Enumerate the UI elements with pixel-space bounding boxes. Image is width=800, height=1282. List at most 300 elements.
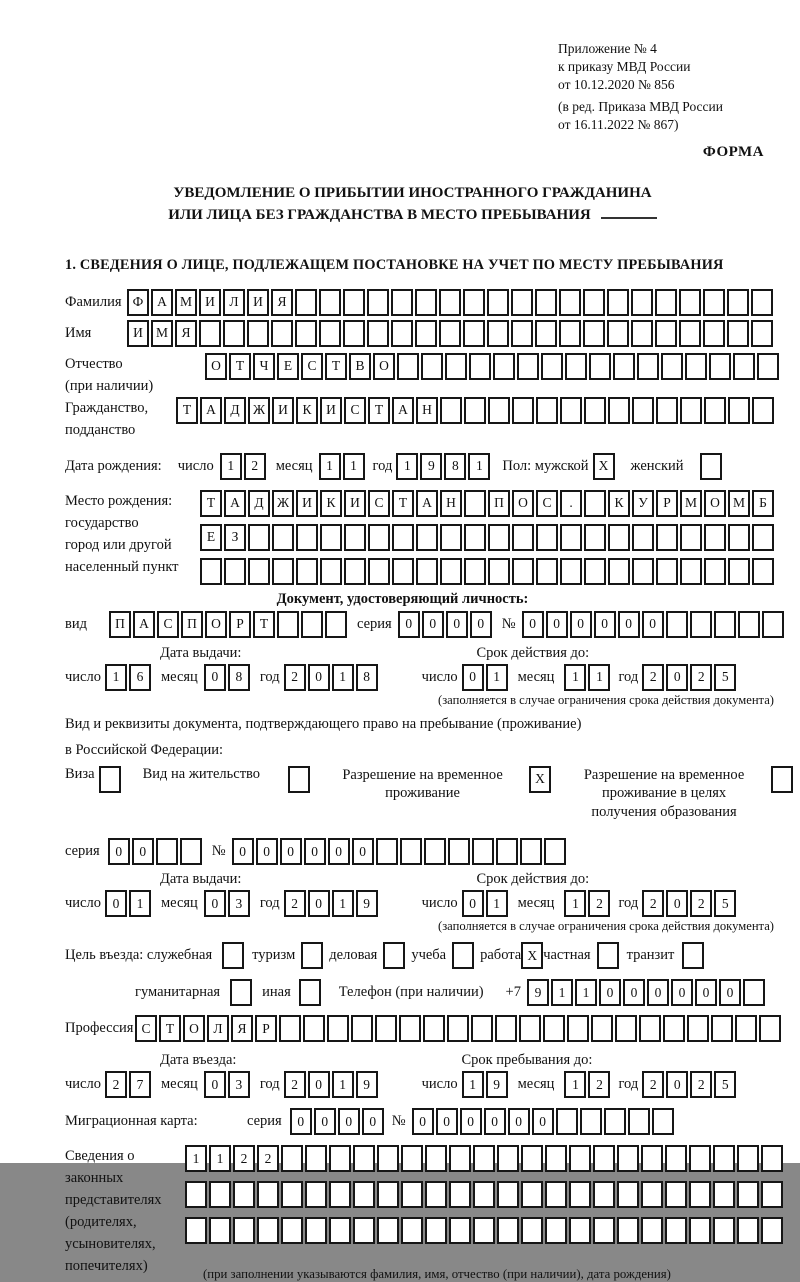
char-box[interactable] (248, 558, 270, 585)
char-box[interactable] (752, 558, 774, 585)
char-box[interactable]: 0 (338, 1108, 360, 1135)
char-box[interactable]: О (373, 353, 395, 380)
entry-day[interactable] (105, 1071, 153, 1098)
char-box[interactable] (439, 289, 461, 316)
char-box[interactable] (735, 1015, 757, 1042)
char-box[interactable] (305, 1217, 327, 1244)
gender-male-checkbox[interactable]: X (593, 453, 615, 480)
char-box[interactable]: О (205, 611, 227, 638)
char-box[interactable]: 0 (352, 838, 374, 865)
char-box[interactable] (281, 1217, 303, 1244)
stay-until-year[interactable] (642, 1071, 738, 1098)
char-box[interactable]: Т (368, 397, 390, 424)
char-box[interactable] (617, 1145, 639, 1172)
char-box[interactable] (463, 320, 485, 347)
char-box[interactable] (559, 320, 581, 347)
char-box[interactable]: 2 (257, 1145, 279, 1172)
char-box[interactable] (448, 838, 470, 865)
char-box[interactable] (641, 1181, 663, 1208)
char-box[interactable]: 8 (444, 453, 466, 480)
char-box[interactable] (593, 1145, 615, 1172)
char-box[interactable] (607, 320, 629, 347)
given-name-cells[interactable] (127, 320, 775, 347)
char-box[interactable] (377, 1145, 399, 1172)
permit-issue-month[interactable] (204, 890, 252, 917)
char-box[interactable]: 0 (666, 1071, 688, 1098)
char-box[interactable] (591, 1015, 613, 1042)
char-box[interactable] (281, 1145, 303, 1172)
entry-month[interactable] (204, 1071, 252, 1098)
char-box[interactable] (257, 1181, 279, 1208)
char-box[interactable] (473, 1145, 495, 1172)
char-box[interactable]: Р (656, 490, 678, 517)
char-box[interactable]: Е (200, 524, 222, 551)
char-box[interactable]: 2 (284, 890, 306, 917)
char-box[interactable]: А (133, 611, 155, 638)
permit-expiry-day[interactable] (462, 890, 510, 917)
char-box[interactable] (471, 1015, 493, 1042)
char-box[interactable] (391, 289, 413, 316)
char-box[interactable]: А (392, 397, 414, 424)
char-box[interactable] (569, 1217, 591, 1244)
char-box[interactable]: 3 (228, 890, 250, 917)
char-box[interactable] (665, 1145, 687, 1172)
char-box[interactable] (727, 320, 749, 347)
char-box[interactable]: И (296, 490, 318, 517)
char-box[interactable]: 1 (564, 890, 586, 917)
char-box[interactable] (584, 524, 606, 551)
char-box[interactable]: 2 (690, 1071, 712, 1098)
char-box[interactable]: А (224, 490, 246, 517)
char-box[interactable]: Т (325, 353, 347, 380)
purpose-tourism-checkbox[interactable] (301, 942, 323, 969)
char-box[interactable] (425, 1145, 447, 1172)
char-box[interactable]: 0 (204, 664, 226, 691)
representatives-cells-row2[interactable] (185, 1181, 785, 1208)
char-box[interactable]: 2 (233, 1145, 255, 1172)
char-box[interactable] (704, 558, 726, 585)
char-box[interactable]: 9 (356, 890, 378, 917)
char-box[interactable] (656, 524, 678, 551)
char-box[interactable] (272, 524, 294, 551)
doc-issue-year[interactable] (284, 664, 380, 691)
permit-expiry-year[interactable] (642, 890, 738, 917)
char-box[interactable] (666, 611, 688, 638)
char-box[interactable] (543, 1015, 565, 1042)
char-box[interactable]: Я (231, 1015, 253, 1042)
char-box[interactable] (665, 1181, 687, 1208)
char-box[interactable]: 1 (319, 453, 341, 480)
char-box[interactable]: 0 (108, 838, 130, 865)
char-box[interactable]: 0 (314, 1108, 336, 1135)
char-box[interactable]: 1 (343, 453, 365, 480)
char-box[interactable]: М (151, 320, 173, 347)
char-box[interactable] (257, 1217, 279, 1244)
char-box[interactable]: 1 (468, 453, 490, 480)
char-box[interactable] (569, 1145, 591, 1172)
char-box[interactable] (487, 289, 509, 316)
char-box[interactable] (608, 397, 630, 424)
char-box[interactable] (535, 320, 557, 347)
char-box[interactable] (295, 320, 317, 347)
char-box[interactable] (632, 524, 654, 551)
char-box[interactable] (399, 1015, 421, 1042)
char-box[interactable]: П (109, 611, 131, 638)
char-box[interactable] (589, 353, 611, 380)
char-box[interactable] (743, 979, 765, 1006)
char-box[interactable] (272, 558, 294, 585)
char-box[interactable]: М (728, 490, 750, 517)
char-box[interactable]: 1 (486, 664, 508, 691)
char-box[interactable] (680, 558, 702, 585)
char-box[interactable] (544, 838, 566, 865)
char-box[interactable] (415, 320, 437, 347)
purpose-transit-checkbox[interactable] (682, 942, 704, 969)
char-box[interactable] (593, 1217, 615, 1244)
char-box[interactable]: 3 (228, 1071, 250, 1098)
char-box[interactable]: И (344, 490, 366, 517)
char-box[interactable]: А (151, 289, 173, 316)
char-box[interactable] (329, 1217, 351, 1244)
char-box[interactable] (714, 611, 736, 638)
permit-series-cells[interactable] (108, 838, 204, 865)
char-box[interactable] (713, 1145, 735, 1172)
char-box[interactable] (738, 611, 760, 638)
surname-cells[interactable] (127, 289, 775, 316)
char-box[interactable]: Н (416, 397, 438, 424)
char-box[interactable]: 0 (105, 890, 127, 917)
char-box[interactable] (377, 1217, 399, 1244)
char-box[interactable]: 8 (356, 664, 378, 691)
char-box[interactable] (247, 320, 269, 347)
char-box[interactable]: 0 (412, 1108, 434, 1135)
char-box[interactable] (344, 558, 366, 585)
char-box[interactable]: Д (248, 490, 270, 517)
char-box[interactable]: 0 (304, 838, 326, 865)
char-box[interactable] (752, 524, 774, 551)
char-box[interactable]: 2 (588, 890, 610, 917)
char-box[interactable]: А (200, 397, 222, 424)
char-box[interactable] (569, 1181, 591, 1208)
char-box[interactable]: М (175, 289, 197, 316)
char-box[interactable] (519, 1015, 541, 1042)
char-box[interactable] (327, 1015, 349, 1042)
char-box[interactable] (656, 558, 678, 585)
char-box[interactable] (713, 1181, 735, 1208)
char-box[interactable] (536, 397, 558, 424)
char-box[interactable] (329, 1145, 351, 1172)
representatives-cells-row3[interactable] (185, 1217, 785, 1244)
char-box[interactable]: 0 (546, 611, 568, 638)
char-box[interactable] (351, 1015, 373, 1042)
char-box[interactable] (661, 353, 683, 380)
char-box[interactable]: 6 (129, 664, 151, 691)
visa-checkbox[interactable] (99, 766, 121, 793)
char-box[interactable] (400, 838, 422, 865)
char-box[interactable] (199, 320, 221, 347)
char-box[interactable] (449, 1145, 471, 1172)
char-box[interactable] (440, 524, 462, 551)
char-box[interactable] (495, 1015, 517, 1042)
char-box[interactable] (440, 558, 462, 585)
char-box[interactable] (439, 320, 461, 347)
purpose-delovaya-checkbox[interactable] (383, 942, 405, 969)
char-box[interactable] (517, 353, 539, 380)
char-box[interactable] (367, 289, 389, 316)
purpose-work-checkbox[interactable]: X (521, 942, 543, 969)
char-box[interactable] (663, 1015, 685, 1042)
char-box[interactable] (277, 611, 299, 638)
char-box[interactable] (185, 1181, 207, 1208)
char-box[interactable] (584, 490, 606, 517)
patronymic-cells[interactable] (205, 353, 781, 380)
birth-year-cells[interactable] (396, 453, 492, 480)
char-box[interactable] (493, 353, 515, 380)
gender-female-checkbox[interactable] (700, 453, 722, 480)
char-box[interactable] (473, 1181, 495, 1208)
char-box[interactable]: С (368, 490, 390, 517)
char-box[interactable] (319, 289, 341, 316)
char-box[interactable] (233, 1217, 255, 1244)
char-box[interactable] (488, 524, 510, 551)
char-box[interactable] (559, 289, 581, 316)
char-box[interactable]: К (320, 490, 342, 517)
char-box[interactable] (464, 490, 486, 517)
char-box[interactable] (628, 1108, 650, 1135)
char-box[interactable] (512, 558, 534, 585)
char-box[interactable]: 0 (522, 611, 544, 638)
char-box[interactable]: Р (255, 1015, 277, 1042)
char-box[interactable] (343, 289, 365, 316)
char-box[interactable]: Т (176, 397, 198, 424)
char-box[interactable]: С (157, 611, 179, 638)
char-box[interactable]: И (247, 289, 269, 316)
char-box[interactable] (368, 524, 390, 551)
char-box[interactable]: 1 (486, 890, 508, 917)
char-box[interactable] (375, 1015, 397, 1042)
char-box[interactable] (248, 524, 270, 551)
doc-expiry-month[interactable] (564, 664, 612, 691)
char-box[interactable]: Р (229, 611, 251, 638)
char-box[interactable]: С (135, 1015, 157, 1042)
char-box[interactable] (637, 353, 659, 380)
char-box[interactable]: 5 (714, 1071, 736, 1098)
char-box[interactable]: О (205, 353, 227, 380)
birth-place-cells-row2[interactable] (200, 524, 776, 551)
char-box[interactable]: 2 (284, 1071, 306, 1098)
char-box[interactable] (511, 289, 533, 316)
char-box[interactable] (709, 353, 731, 380)
char-box[interactable]: 0 (594, 611, 616, 638)
char-box[interactable] (305, 1181, 327, 1208)
char-box[interactable]: 9 (527, 979, 549, 1006)
char-box[interactable] (295, 289, 317, 316)
char-box[interactable] (416, 524, 438, 551)
char-box[interactable]: 1 (575, 979, 597, 1006)
char-box[interactable] (424, 838, 446, 865)
char-box[interactable]: С (344, 397, 366, 424)
char-box[interactable] (329, 1181, 351, 1208)
char-box[interactable]: 0 (599, 979, 621, 1006)
char-box[interactable]: 1 (332, 664, 354, 691)
char-box[interactable]: У (632, 490, 654, 517)
char-box[interactable] (449, 1181, 471, 1208)
char-box[interactable] (463, 289, 485, 316)
char-box[interactable] (512, 524, 534, 551)
char-box[interactable] (656, 397, 678, 424)
char-box[interactable] (447, 1015, 469, 1042)
char-box[interactable] (556, 1108, 578, 1135)
char-box[interactable]: 2 (690, 890, 712, 917)
char-box[interactable] (652, 1108, 674, 1135)
char-box[interactable] (353, 1181, 375, 1208)
char-box[interactable]: 0 (642, 611, 664, 638)
char-box[interactable] (580, 1108, 602, 1135)
char-box[interactable] (704, 524, 726, 551)
char-box[interactable]: 1 (332, 890, 354, 917)
char-box[interactable] (223, 320, 245, 347)
char-box[interactable] (224, 558, 246, 585)
char-box[interactable] (761, 1145, 783, 1172)
char-box[interactable] (487, 320, 509, 347)
char-box[interactable]: Л (207, 1015, 229, 1042)
char-box[interactable]: 0 (671, 979, 693, 1006)
char-box[interactable]: К (296, 397, 318, 424)
char-box[interactable] (497, 1181, 519, 1208)
char-box[interactable] (704, 397, 726, 424)
char-box[interactable] (367, 320, 389, 347)
char-box[interactable] (631, 320, 653, 347)
char-box[interactable] (608, 524, 630, 551)
citizenship-cells[interactable] (176, 397, 776, 424)
char-box[interactable] (279, 1015, 301, 1042)
char-box[interactable]: 2 (105, 1071, 127, 1098)
char-box[interactable]: Л (223, 289, 245, 316)
char-box[interactable] (545, 1181, 567, 1208)
char-box[interactable]: . (560, 490, 582, 517)
char-box[interactable] (541, 353, 563, 380)
char-box[interactable] (303, 1015, 325, 1042)
char-box[interactable]: 0 (446, 611, 468, 638)
char-box[interactable] (401, 1145, 423, 1172)
char-box[interactable] (641, 1145, 663, 1172)
char-box[interactable]: 0 (328, 838, 350, 865)
char-box[interactable]: 0 (666, 890, 688, 917)
char-box[interactable]: А (416, 490, 438, 517)
char-box[interactable]: Т (229, 353, 251, 380)
char-box[interactable]: Я (175, 320, 197, 347)
char-box[interactable] (281, 1181, 303, 1208)
char-box[interactable]: 1 (564, 1071, 586, 1098)
char-box[interactable] (296, 558, 318, 585)
char-box[interactable] (560, 397, 582, 424)
char-box[interactable] (320, 558, 342, 585)
char-box[interactable] (737, 1181, 759, 1208)
char-box[interactable]: С (536, 490, 558, 517)
char-box[interactable]: 0 (647, 979, 669, 1006)
char-box[interactable] (685, 353, 707, 380)
char-box[interactable]: 0 (280, 838, 302, 865)
char-box[interactable] (511, 320, 533, 347)
char-box[interactable] (535, 289, 557, 316)
char-box[interactable] (343, 320, 365, 347)
char-box[interactable] (713, 1217, 735, 1244)
char-box[interactable] (560, 558, 582, 585)
char-box[interactable]: Т (200, 490, 222, 517)
birth-place-cells-row1[interactable] (200, 490, 776, 517)
char-box[interactable] (209, 1181, 231, 1208)
doc-expiry-year[interactable] (642, 664, 738, 691)
char-box[interactable]: 5 (714, 890, 736, 917)
char-box[interactable]: 1 (396, 453, 418, 480)
char-box[interactable]: Е (277, 353, 299, 380)
char-box[interactable] (687, 1015, 709, 1042)
char-box[interactable] (392, 558, 414, 585)
char-box[interactable]: Т (253, 611, 275, 638)
char-box[interactable] (320, 524, 342, 551)
char-box[interactable]: 0 (308, 1071, 330, 1098)
char-box[interactable]: 0 (132, 838, 154, 865)
char-box[interactable] (615, 1015, 637, 1042)
char-box[interactable] (325, 611, 347, 638)
char-box[interactable] (761, 1217, 783, 1244)
char-box[interactable]: Н (440, 490, 462, 517)
char-box[interactable] (344, 524, 366, 551)
char-box[interactable] (185, 1217, 207, 1244)
char-box[interactable] (368, 558, 390, 585)
char-box[interactable]: Ж (248, 397, 270, 424)
char-box[interactable] (497, 1217, 519, 1244)
char-box[interactable] (305, 1145, 327, 1172)
char-box[interactable] (488, 558, 510, 585)
char-box[interactable] (391, 320, 413, 347)
char-box[interactable]: И (272, 397, 294, 424)
char-box[interactable] (536, 524, 558, 551)
char-box[interactable]: 5 (714, 664, 736, 691)
char-box[interactable] (632, 558, 654, 585)
char-box[interactable] (423, 1015, 445, 1042)
char-box[interactable]: 0 (436, 1108, 458, 1135)
char-box[interactable]: Т (159, 1015, 181, 1042)
char-box[interactable] (728, 524, 750, 551)
doc-number-cells[interactable] (522, 611, 786, 638)
purpose-business-checkbox[interactable] (222, 942, 244, 969)
entry-year[interactable] (284, 1071, 380, 1098)
char-box[interactable]: 1 (129, 890, 151, 917)
char-box[interactable] (536, 558, 558, 585)
char-box[interactable]: 0 (695, 979, 717, 1006)
char-box[interactable] (415, 289, 437, 316)
char-box[interactable]: И (127, 320, 149, 347)
char-box[interactable] (401, 1181, 423, 1208)
char-box[interactable]: 2 (642, 1071, 664, 1098)
char-box[interactable] (319, 320, 341, 347)
char-box[interactable]: К (608, 490, 630, 517)
char-box[interactable]: 0 (618, 611, 640, 638)
char-box[interactable]: 2 (642, 664, 664, 691)
char-box[interactable]: З (224, 524, 246, 551)
char-box[interactable] (464, 397, 486, 424)
stay-until-day[interactable] (462, 1071, 510, 1098)
char-box[interactable] (757, 353, 779, 380)
char-box[interactable] (583, 289, 605, 316)
char-box[interactable] (728, 397, 750, 424)
char-box[interactable]: 1 (332, 1071, 354, 1098)
char-box[interactable] (665, 1217, 687, 1244)
char-box[interactable]: 1 (564, 664, 586, 691)
birth-month-cells[interactable] (319, 453, 367, 480)
residence-permit-checkbox[interactable] (288, 766, 310, 793)
